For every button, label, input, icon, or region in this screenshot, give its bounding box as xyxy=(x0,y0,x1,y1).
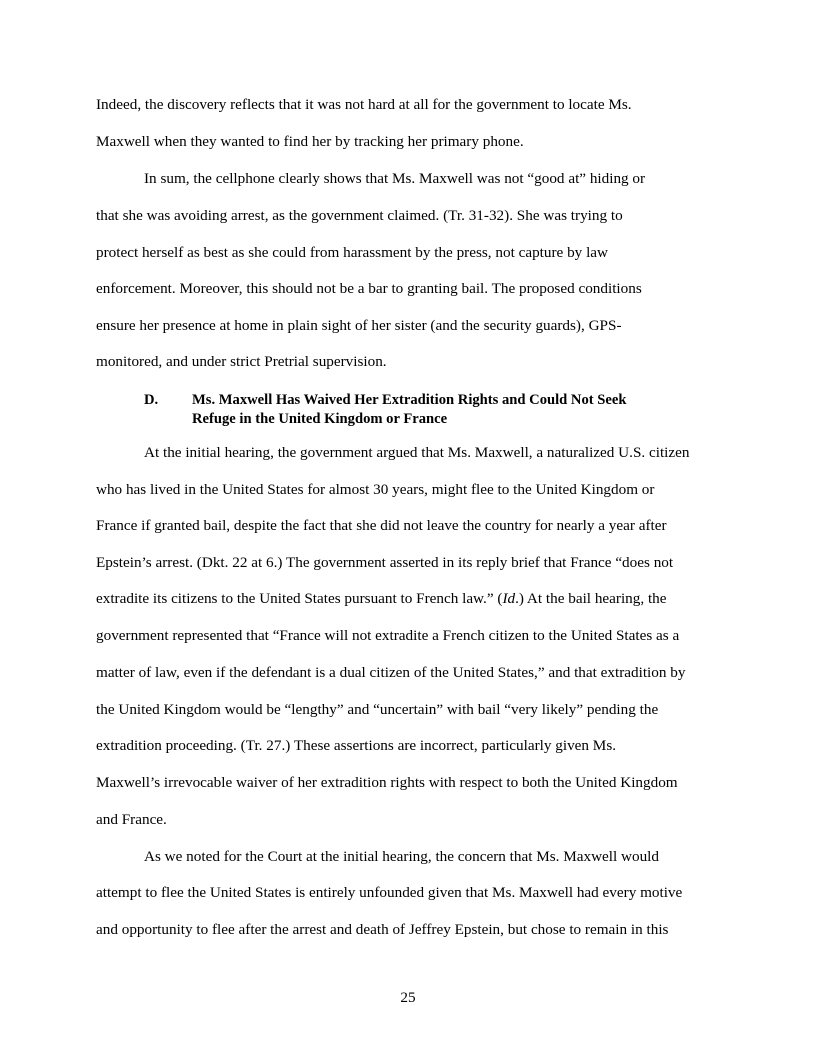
text-run: .) At the bail hearing, the xyxy=(515,590,667,607)
paragraph-line: the United Kingdom would be “lengthy” and “uncertain” with bail “very likely” pending the xyxy=(96,701,659,718)
paragraph-line: ensure her presence at home in plain sight of her sister (and the security guards), GPS- xyxy=(96,317,622,334)
section-heading-line: Refuge in the United Kingdom or France xyxy=(192,411,448,427)
paragraph-line: matter of law, even if the defendant is a dual citizen of the United States,” and that extradition by xyxy=(96,664,686,681)
paragraph-line: France if granted bail, despite the fact that she did not leave the country for nearly a year after xyxy=(96,517,667,534)
paragraph-line: In sum, the cellphone clearly shows that Ms. Maxwell was not “good at” hiding or xyxy=(144,170,646,187)
paragraph-line: government represented that “France will not extradite a French citizen to the United States as a xyxy=(96,627,680,644)
paragraph-line: who has lived in the United States for almost 30 years, might flee to the United Kingdom or xyxy=(96,481,655,498)
section-heading-letter: D. xyxy=(144,392,159,408)
citation-id: Id xyxy=(502,590,516,607)
text-run: extradite its citizens to the United States pursuant to French law.” ( xyxy=(96,590,503,607)
section-heading-line: Ms. Maxwell Has Waived Her Extradition Rights and Could Not Seek xyxy=(192,392,627,408)
page-number: 25 xyxy=(400,989,416,1006)
paragraph-line: As we noted for the Court at the initial hearing, the concern that Ms. Maxwell would xyxy=(144,848,659,865)
paragraph-line: enforcement. Moreover, this should not be a bar to granting bail. The proposed conditions xyxy=(96,280,642,297)
paragraph-line: Maxwell’s irrevocable waiver of her extradition rights with respect to both the United Kingdom xyxy=(96,774,678,791)
paragraph-line: Maxwell when they wanted to find her by tracking her primary phone. xyxy=(96,133,524,150)
paragraph-line: monitored, and under strict Pretrial supervision. xyxy=(96,353,387,370)
paragraph-line: and opportunity to flee after the arrest and death of Jeffrey Epstein, but chose to remain in this xyxy=(96,921,669,938)
paragraph-line: At the initial hearing, the government argued that Ms. Maxwell, a naturalized U.S. citizen xyxy=(144,444,690,461)
paragraph-line: and France. xyxy=(96,811,167,828)
paragraph-line: that she was avoiding arrest, as the government claimed. (Tr. 31-32). She was trying to xyxy=(96,207,623,224)
paragraph-line: Indeed, the discovery reflects that it was not hard at all for the government to locate Ms. xyxy=(96,96,632,113)
paragraph-line: Epstein’s arrest. (Dkt. 22 at 6.) The government asserted in its reply brief that France “does not xyxy=(96,554,674,571)
paragraph-line: protect herself as best as she could from harassment by the press, not capture by law xyxy=(96,244,608,261)
paragraph-line: extradition proceeding. (Tr. 27.) These assertions are incorrect, particularly given Ms. xyxy=(96,737,617,754)
paragraph-line: attempt to flee the United States is entirely unfounded given that Ms. Maxwell had every motive xyxy=(96,884,683,901)
paragraph-line xyxy=(96,590,667,608)
